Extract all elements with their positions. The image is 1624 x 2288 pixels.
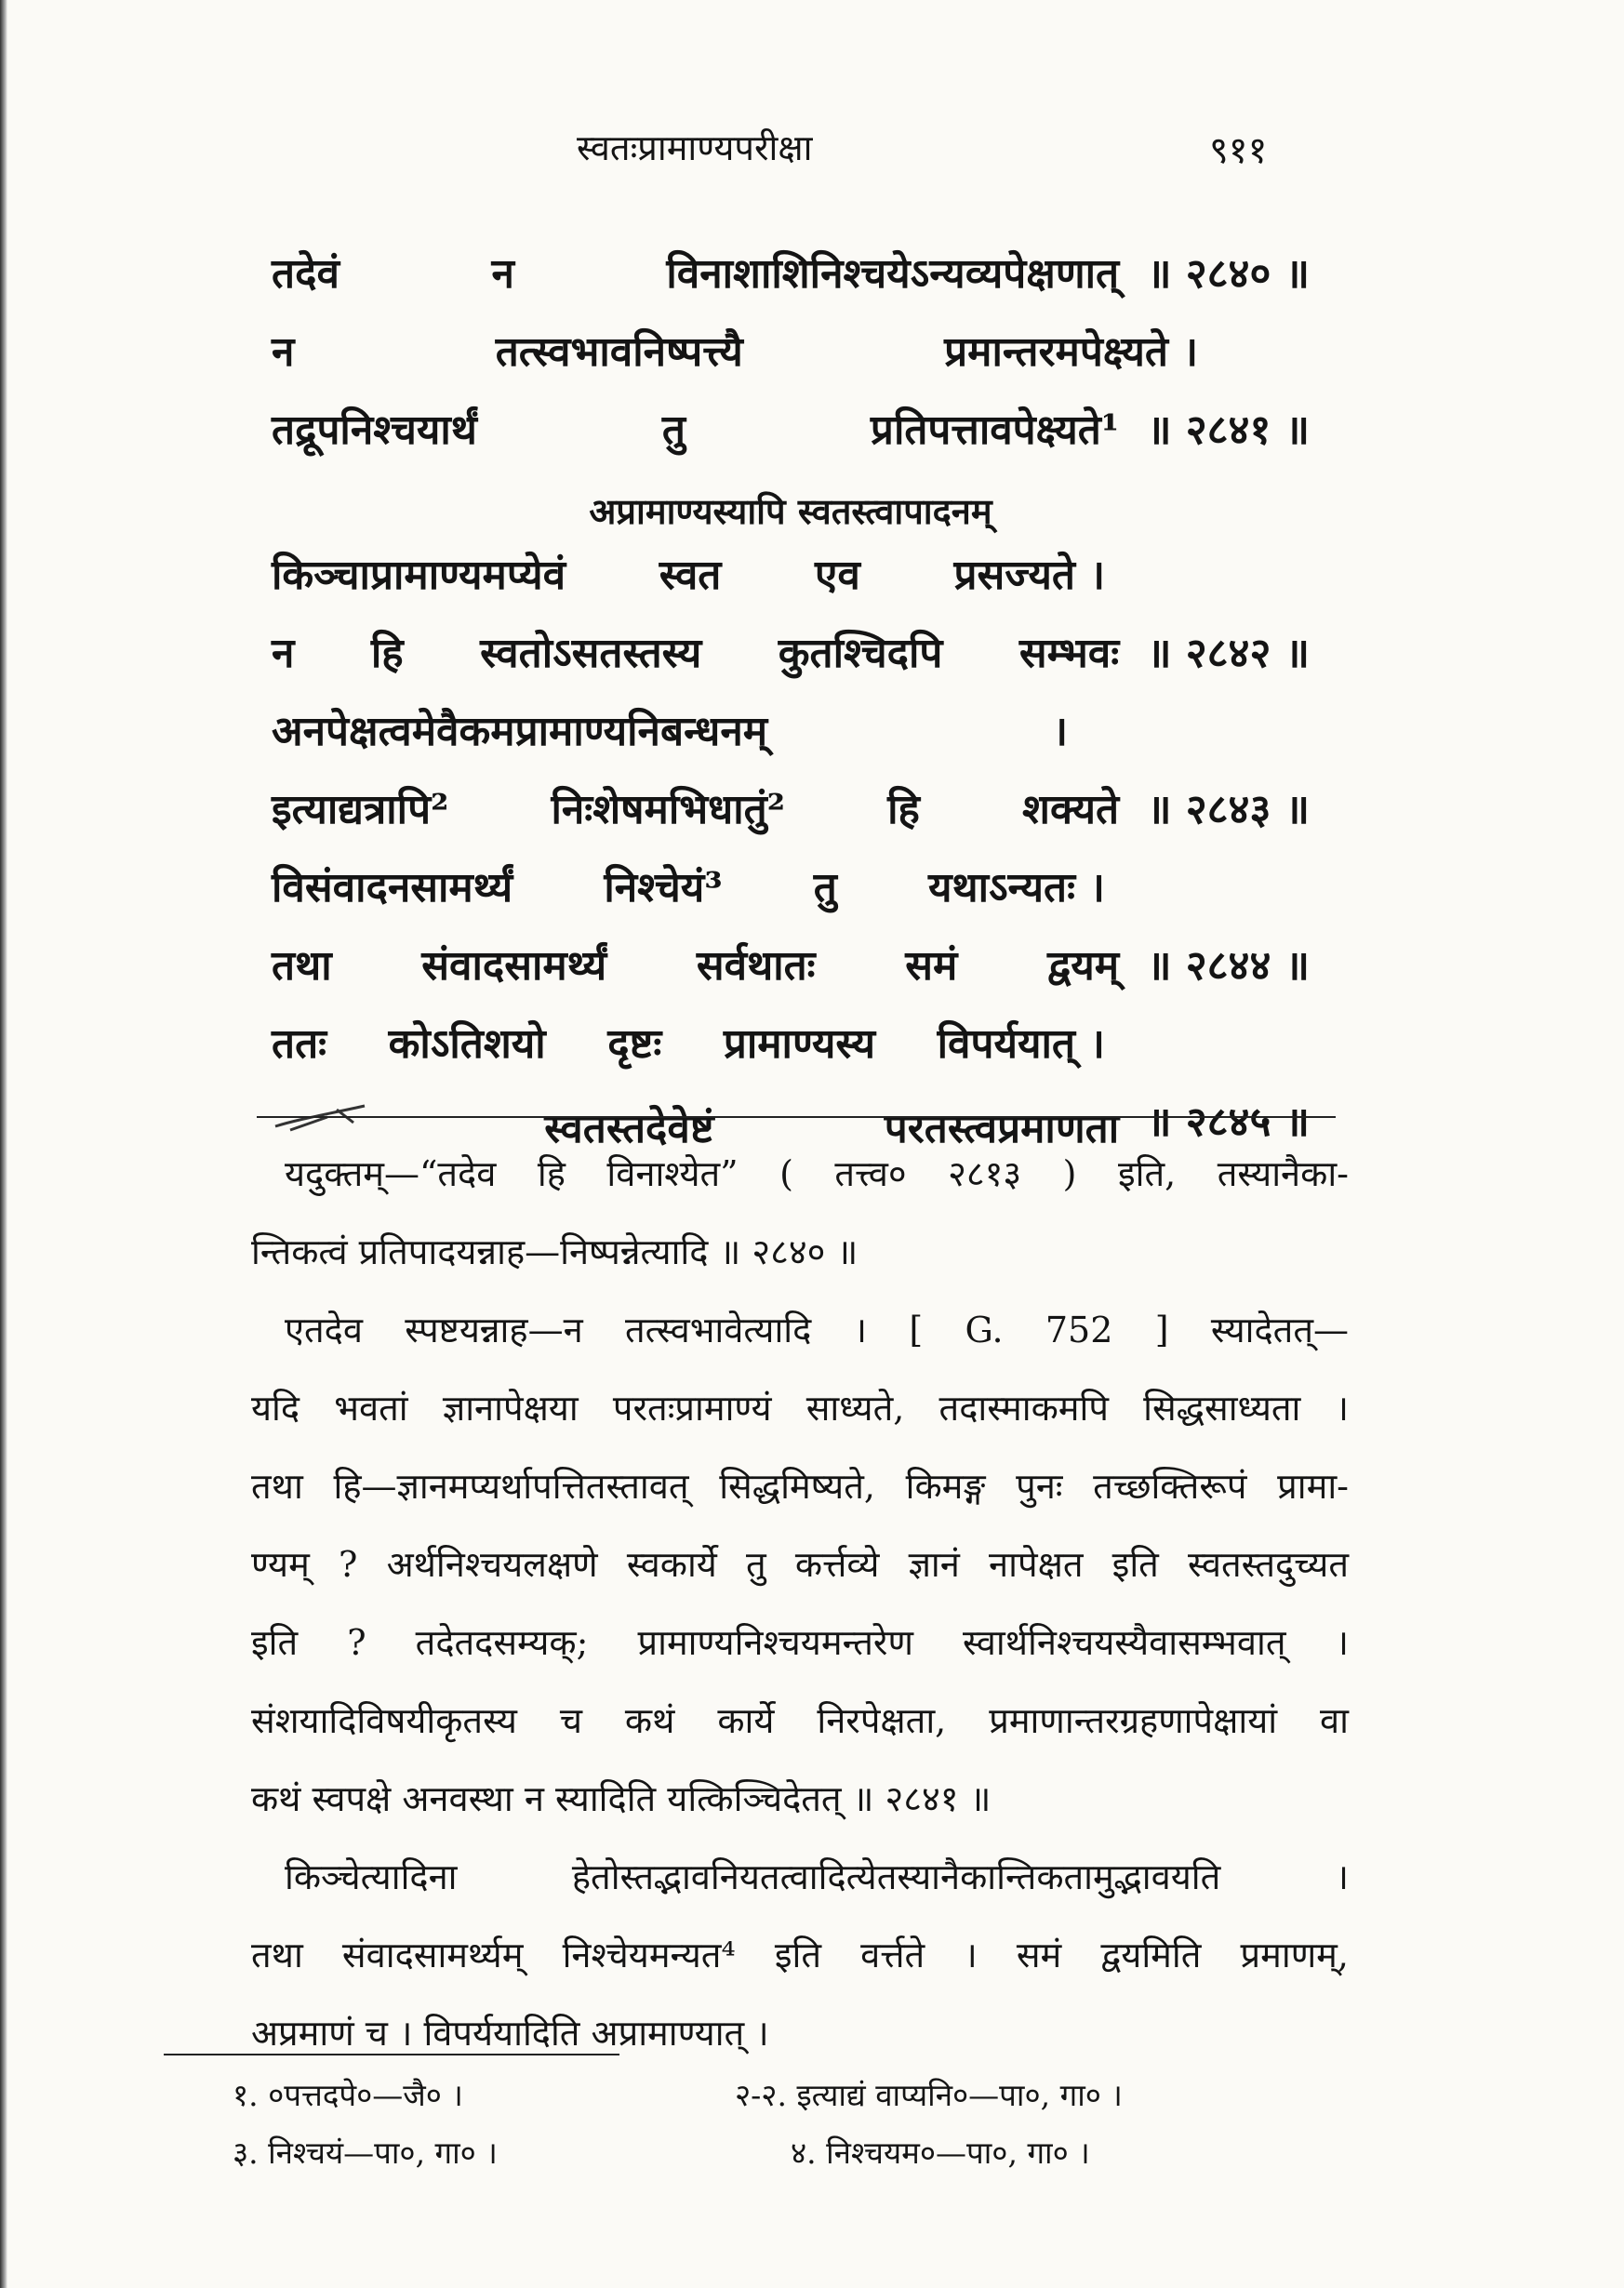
footnote: १. ०पत्तदपे०—जै० । [233, 2077, 463, 2113]
page-number: ९११ [1209, 129, 1268, 172]
footnote: २-२. इत्याद्यं वाप्यनि०—पा०, गा० । [735, 2077, 1123, 2113]
commentary-line: यदुक्तम्—“तदेव हि विनाश्येत” ( तत्त्व० २८१३ ) इति, तस्यानैका- [285, 1153, 1349, 1194]
verse-number: ॥ २८४१ ॥ [1147, 406, 1310, 454]
verse-line [272, 623, 1310, 701]
commentary-line: न्तिकत्वं प्रतिपादयन्नाह—निष्पन्नेत्यादि ॥ २८४० ॥ [251, 1231, 859, 1272]
verse-text: ततः कोऽतिशयो दृष्टः प्रामाण्यस्य विपर्ययात् । [272, 1020, 1105, 1068]
footnote-row [233, 2067, 1302, 2124]
verse-number: ॥ २८४५ ॥ [1147, 1098, 1310, 1146]
verse-number: ॥ २८४४ ॥ [1147, 942, 1310, 990]
footnote-row [233, 2124, 1302, 2182]
verse-block [272, 244, 1310, 1170]
verse-line [272, 545, 1310, 623]
verse-number: ॥ २८४२ ॥ [1147, 630, 1310, 677]
verse-text: न हि स्वतोऽसतस्तस्य कुतश्चिदपि सम्भवः [272, 630, 1120, 677]
verse-commentary-divider [257, 1116, 1336, 1118]
verse-line [272, 322, 1310, 400]
verse-line [272, 244, 1310, 322]
verse-line [272, 858, 1310, 936]
verse-text: किञ्चाप्रामाण्यमप्येवं स्वत एव प्रसज्यते । [272, 552, 1105, 599]
commentary-line: इति ? तदेतदसम्यक्; प्रामाण्यनिश्चयमन्तरेण स्वार्थनिश्चयस्यैवासम्भवात् । [251, 1622, 1349, 1663]
verse-number: ॥ २८४० ॥ [1147, 250, 1310, 298]
verse-line [272, 779, 1310, 858]
verse-line [272, 701, 1310, 779]
commentary-line: तथा संवादसामर्थ्यम् निश्चेयमन्यत⁴ इति वर्त्तते । समं द्वयमिति प्रमाणम्, [251, 1935, 1349, 1975]
commentary-line: ण्यम् ? अर्थनिश्चयलक्षणे स्वकार्ये तु कर्त्तव्ये ज्ञानं नापेक्षत इति स्वतस्तदुच्यत [251, 1544, 1349, 1585]
verse-text: अनपेक्षत्वमेवैकमप्रामाण्यनिबन्धनम् । [272, 708, 1068, 755]
verse-text: तदेवं न विनाशाशिनिश्चयेऽन्यव्यपेक्षणात् [272, 250, 1120, 298]
footnote-divider [164, 2054, 619, 2055]
verse-text: विसंवादनसामर्थ्यं निश्चेयं³ तु यथाऽन्यतः । [272, 864, 1105, 911]
commentary-line: एतदेव स्पष्टयन्नाह—न तत्स्वभावेत्यादि । [ G. 752 ] स्यादेतत्— [285, 1310, 1349, 1350]
commentary-line: तथा हि—ज्ञानमप्यर्थापत्तितस्तावत् सिद्धमिष्यते, किमङ्ग पुनः तच्छक्तिरूपं प्रामा- [251, 1466, 1349, 1507]
verse-text: तथा संवादसामर्थ्यं सर्वथातः समं द्वयम् [272, 942, 1120, 990]
verse-number: ॥ २८४३ ॥ [1147, 786, 1310, 833]
verse-text: स्वतस्तदेवेष्टं परतस्त्वप्रमाणता [272, 1098, 1147, 1154]
verse-text: इत्याद्यत्रापि² निःशेषमभिधातुं² हि शक्यते [272, 786, 1120, 833]
running-title: स्वतःप्रामाण्यपरीक्षा [577, 127, 813, 168]
commentary-line: अप्रमाणं च । विपर्ययादिति अप्रामाण्यात् । [251, 2013, 769, 2054]
verse-line [272, 1014, 1310, 1092]
verse-text: न तत्स्वभावनिष्पत्त्यै प्रमान्तरमपेक्ष्यते । [272, 328, 1198, 376]
verse-line [272, 936, 1310, 1014]
page-header [0, 123, 1624, 179]
verse-text: तद्रूपनिश्चयार्थं तु प्रतिपत्तावपेक्ष्यते¹ [272, 406, 1120, 454]
footnotes [233, 2067, 1302, 2182]
footnote: ४. निश्चयम०—पा०, गा० । [791, 2135, 1090, 2171]
commentary-line: किञ्चेत्यादिना हेतोस्तद्भावनियतत्वादित्येतस्यानैकान्तिकतामुद्भावयति । [285, 1856, 1349, 1897]
commentary-line: यदि भवतां ज्ञानापेक्षया परतःप्रामाण्यं साध्यते, तदास्माकमपि सिद्धसाध्यता । [251, 1388, 1349, 1429]
commentary-line: संशयादिविषयीकृतस्य च कथं कार्ये निरपेक्षता, प्रमाणान्तरग्रहणापेक्षायां वा [251, 1700, 1349, 1741]
footnote: ३. निश्चयं—पा०, गा० । [233, 2135, 498, 2171]
commentary-line: कथं स्वपक्षे अनवस्था न स्यादिति यत्किञ्चिदेतत् ॥ २८४१ ॥ [251, 1778, 992, 1819]
book-spine-edge [0, 0, 7, 2288]
verse-line [272, 400, 1310, 478]
section-heading: अप्रामाण्यस्यापि स्वतस्त्वापादनम् [589, 490, 992, 532]
commentary-block [251, 1135, 1349, 2072]
